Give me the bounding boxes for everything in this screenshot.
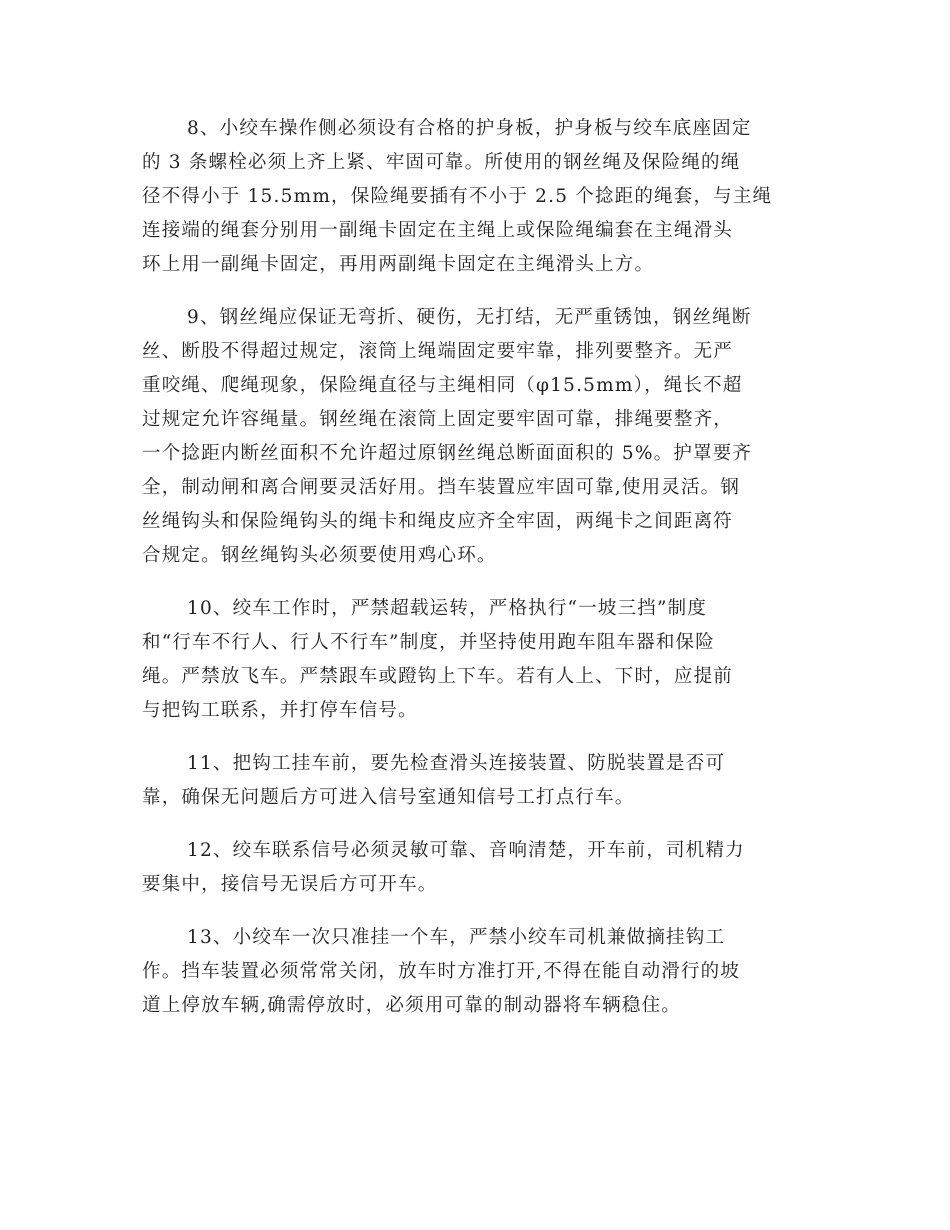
text-line: 径不得小于 15.5mm，保险绳要插有不小于 2.5 个捻距的绳套，与主绳 [142, 186, 773, 207]
paragraph-9 [142, 301, 806, 573]
text-line: 作。挡车装置必须常常关闭，放车时方准打开,不得在能自动滑行的坡 [142, 961, 741, 982]
text-line: 过规定允许容绳量。钢丝绳在滚筒上固定要牢固可靠，排绳要整齐， [142, 409, 734, 430]
text-line: 道上停放车辆,确需停放时，必须用可靠的制动器将车辆稳住。 [142, 995, 681, 1016]
document-body [142, 112, 806, 1042]
text-line: 13、小绞车一次只准挂一个车，严禁小绞车司机兼做摘挂钩工 [187, 927, 726, 948]
text-line: 与把钩工联系，并打停车信号。 [142, 700, 418, 721]
paragraph-8 [142, 112, 806, 282]
text-line: 的 3 条螺栓必须上齐上紧、牢固可靠。所使用的钢丝绳及保险绳的绳 [142, 152, 741, 173]
text-line: 10、绞车工作时，严禁超载运转，严格执行“一坡三挡”制度 [187, 598, 708, 619]
text-line: 环上用一副绳卡固定，再用两副绳卡固定在主绳滑头上方。 [142, 254, 655, 275]
text-line: 全，制动闸和离合闸要灵活好用。挡车装置应牢固可靠,使用灵活。钢 [142, 477, 741, 498]
paragraph-13 [142, 921, 806, 1023]
text-line: 要集中，接信号无误后方可开车。 [142, 874, 438, 895]
text-line: 一个捻距内断丝面积不允许超过原钢丝绳总断面面积的 5%。护罩要齐 [142, 443, 753, 464]
text-line: 重咬绳、爬绳现象，保险绳直径与主绳相同（φ15.5mm），绳长不超 [142, 375, 743, 396]
text-line: 绳。严禁放飞车。严禁跟车或蹬钩上下车。若有人上、下时，应提前 [142, 666, 734, 687]
text-line: 8、小绞车操作侧必须设有合格的护身板，护身板与绞车底座固定 [187, 118, 752, 139]
text-line: 合规定。钢丝绳钩头必须要使用鸡心环。 [142, 545, 497, 566]
text-line: 11、把钩工挂车前，要先检查滑头连接装置、防脱装置是否可 [187, 753, 726, 774]
text-line: 靠，确保无问题后方可进入信号室通知信号工打点行车。 [142, 787, 635, 808]
paragraph-10 [142, 592, 806, 728]
text-line: 12、绞车联系信号必须灵敏可靠、音响清楚，开车前，司机精力 [187, 840, 745, 861]
text-line: 连接端的绳套分别用一副绳卡固定在主绳上或保险绳编套在主绳滑头 [142, 220, 734, 241]
paragraph-12 [142, 834, 806, 902]
paragraph-11 [142, 747, 806, 815]
text-line: 丝、断股不得超过规定，滚筒上绳端固定要牢靠，排列要整齐。无严 [142, 341, 734, 362]
text-line: 丝绳钩头和保险绳钩头的绳卡和绳皮应齐全牢固，两绳卡之间距离符 [142, 511, 734, 532]
text-line: 和“行车不行人、行人不行车”制度，并坚持使用跑车阻车器和保险 [142, 632, 715, 653]
text-line: 9、钢丝绳应保证无弯折、硬伤，无打结，无严重锈蚀，钢丝绳断 [187, 307, 752, 328]
